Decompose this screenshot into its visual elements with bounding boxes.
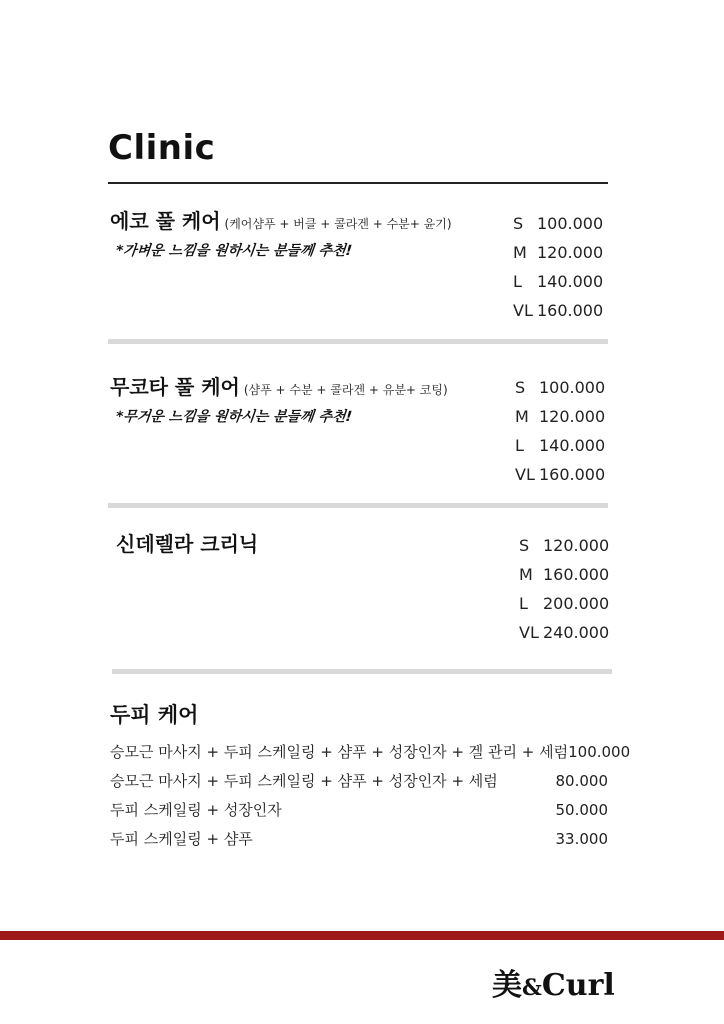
scalp-care-item-name: 승모근 마사지 + 두피 스케일링 + 샴푸 + 성장인자 + 겔 관리 + 세럼 [110, 743, 569, 761]
price-row [515, 402, 605, 431]
service-name: 에코 풀 케어 [110, 209, 221, 233]
page-title: Clinic [108, 128, 216, 168]
scalp-care-item-price: 50.000 [555, 801, 608, 819]
scalp-care-item-price: 100.000 [568, 743, 631, 761]
scalp-care-item-name: 두피 스케일링 + 샴푸 [110, 830, 253, 848]
service-note: *무거운 느낌을 원하시는 분들께 추천! [115, 409, 353, 425]
price-list [513, 209, 603, 325]
section-divider [108, 503, 608, 508]
price-row [515, 460, 605, 489]
size-label: S [513, 214, 524, 233]
service-detail: (샴푸 + 수분 + 콜라겐 + 유분+ 코팅) [243, 383, 448, 397]
scalp-care-title: 두피 케어 [110, 703, 199, 727]
price-value: 160.000 [539, 465, 606, 484]
price-row [513, 209, 603, 238]
price-row [519, 531, 609, 560]
scalp-care-item-price: 33.000 [555, 830, 608, 848]
size-label: S [519, 536, 530, 555]
price-row [515, 373, 605, 402]
price-list [519, 531, 609, 647]
price-value: 240.000 [543, 623, 610, 642]
logo-main: 美 [492, 968, 522, 1003]
title-divider [108, 182, 608, 184]
scalp-care-item-name: 두피 스케일링 + 성장인자 [110, 801, 282, 819]
price-row [519, 560, 609, 589]
size-label: S [515, 378, 526, 397]
price-value: 120.000 [543, 536, 610, 555]
size-label: VL [515, 465, 535, 484]
price-row [513, 267, 603, 296]
scalp-care-item [110, 767, 608, 796]
section-divider [108, 339, 608, 344]
price-value: 100.000 [537, 214, 604, 233]
scalp-care-item [110, 825, 608, 854]
price-row [513, 296, 603, 325]
footer-bar [0, 931, 724, 940]
service-name: 무코타 풀 케어 [110, 375, 240, 399]
size-label: M [513, 243, 527, 262]
price-row [515, 431, 605, 460]
price-value: 160.000 [537, 301, 604, 320]
service-note: *가벼운 느낌을 원하시는 분들께 추천! [115, 243, 353, 259]
price-value: 140.000 [539, 436, 606, 455]
logo-amp: & [522, 975, 542, 1001]
price-value: 120.000 [539, 407, 606, 426]
brand-logo [492, 960, 615, 1004]
size-label: L [513, 272, 522, 291]
section-divider [112, 669, 612, 674]
price-value: 160.000 [543, 565, 610, 584]
price-value: 100.000 [539, 378, 606, 397]
size-label: VL [513, 301, 533, 320]
size-label: M [519, 565, 533, 584]
service-detail: (케어샴푸 + 버클 + 콜라겐 + 수분+ 윤기) [224, 217, 452, 231]
price-list [515, 373, 605, 489]
scalp-care-item [110, 738, 631, 767]
scalp-care-item-price: 80.000 [555, 772, 608, 790]
price-row [519, 618, 609, 647]
scalp-care-item [110, 796, 608, 825]
price-value: 200.000 [543, 594, 610, 613]
price-row [519, 589, 609, 618]
size-label: VL [519, 623, 539, 642]
size-label: L [515, 436, 524, 455]
service-name-mucota-full-care [110, 371, 448, 400]
service-name-cinderella-clinic [116, 528, 258, 557]
service-name: 신데렐라 크리닉 [116, 532, 259, 556]
size-label: M [515, 407, 529, 426]
price-value: 120.000 [537, 243, 604, 262]
scalp-care-item-name: 승모근 마사지 + 두피 스케일링 + 샴푸 + 성장인자 + 세럼 [110, 772, 498, 790]
price-value: 140.000 [537, 272, 604, 291]
price-row [513, 238, 603, 267]
size-label: L [519, 594, 528, 613]
logo-tail: Curl [541, 968, 615, 1003]
service-name-eco-full-care [110, 205, 452, 234]
